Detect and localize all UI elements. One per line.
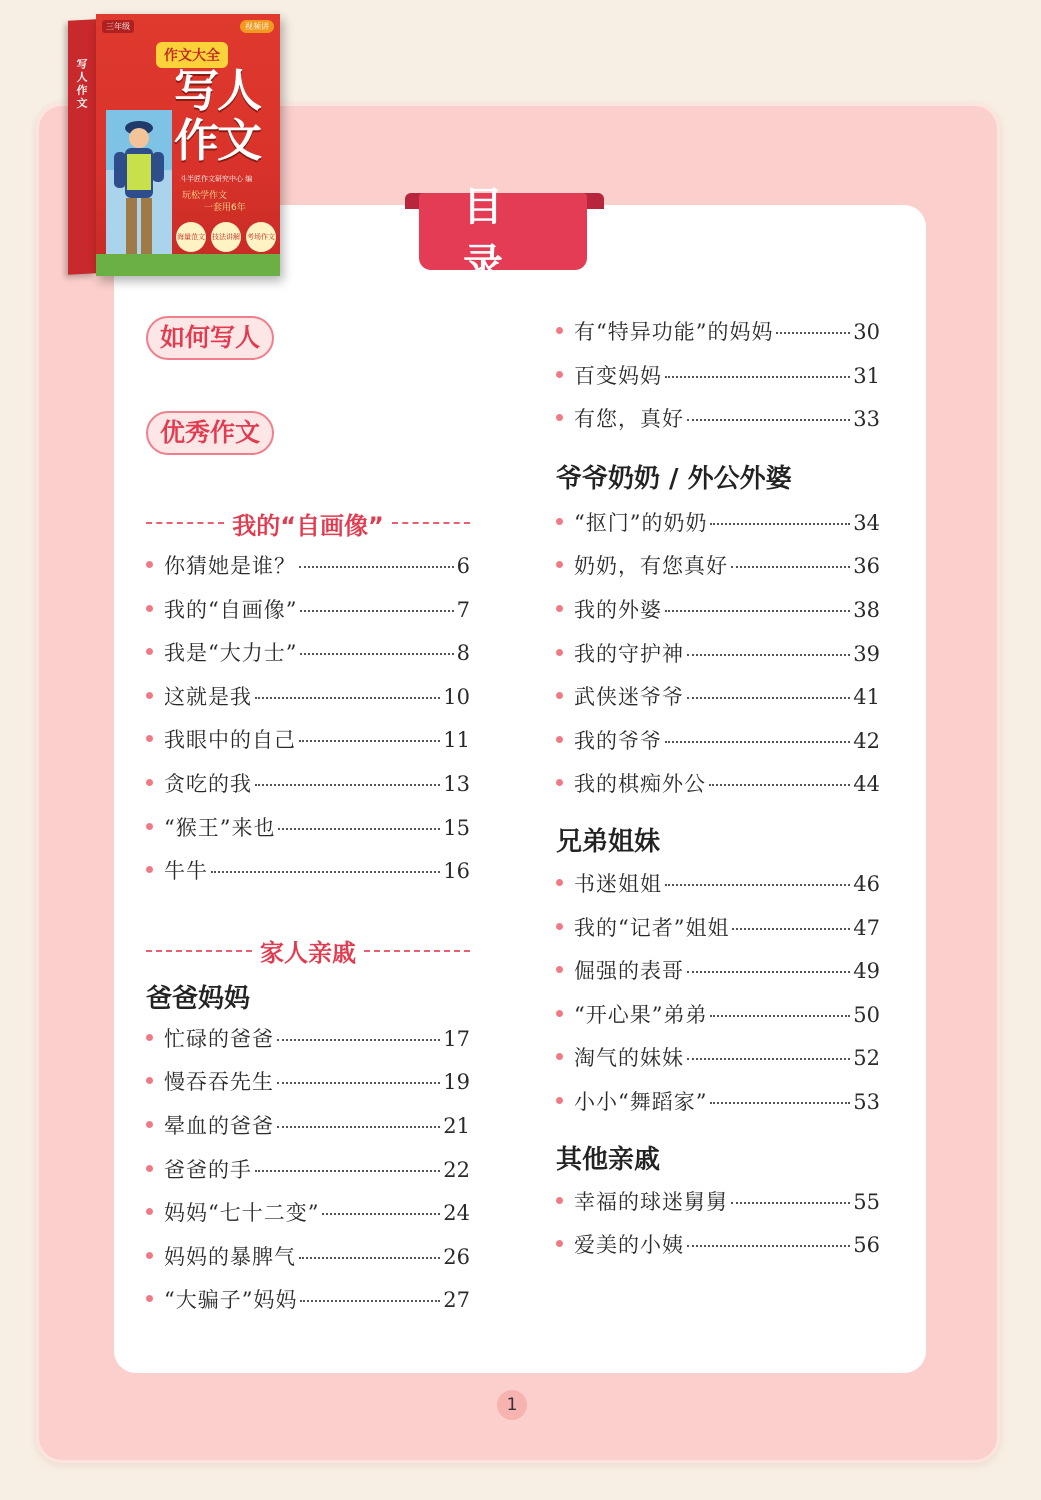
entry-page: 8	[456, 641, 470, 666]
parents-entries-continued	[556, 316, 880, 447]
bullet-dot	[556, 1097, 563, 1104]
bullet-dot	[556, 649, 563, 656]
entry-page: 41	[853, 685, 880, 710]
cover-slogan-line-1: 玩松学作文	[182, 191, 228, 201]
toc-entry[interactable]	[146, 1110, 470, 1154]
entry-page: 19	[443, 1070, 470, 1095]
leader-dots	[665, 884, 850, 886]
toc-entry[interactable]	[556, 638, 880, 682]
entry-title: 妈妈的暴脾气	[164, 1244, 296, 1269]
entry-title: “开心果”弟弟	[574, 1002, 708, 1027]
toc-left-column	[146, 316, 470, 1328]
entry-title: 幸福的球迷舅舅	[574, 1189, 728, 1214]
entry-title: 我是“大力士”	[164, 641, 298, 666]
cover-feature-chips	[176, 222, 276, 252]
entry-title: 我的“记者”姐姐	[574, 915, 730, 940]
leader-dots	[665, 610, 850, 612]
section-dash	[364, 950, 470, 952]
bullet-dot	[556, 1053, 563, 1060]
cover-slogan	[182, 190, 246, 214]
police-officer-illustration	[106, 110, 172, 270]
leader-dots	[300, 1300, 440, 1302]
toc-entry[interactable]	[556, 1186, 880, 1230]
entry-title: 贪吃的我	[164, 771, 252, 796]
bullet-dot	[146, 1034, 153, 1041]
leader-dots	[299, 1257, 440, 1259]
cover-chip: 海量范文	[176, 222, 206, 252]
leader-dots	[255, 697, 440, 699]
toc-entry[interactable]	[556, 868, 880, 912]
leader-dots	[255, 784, 440, 786]
entry-page: 10	[443, 684, 470, 709]
leader-dots	[731, 566, 850, 568]
entry-title: 这就是我	[164, 684, 252, 709]
toc-entry[interactable]	[146, 724, 470, 768]
leader-dots	[710, 1015, 850, 1017]
bullet-dot	[556, 414, 563, 421]
toc-entry[interactable]	[556, 360, 880, 404]
bullet-dot	[556, 327, 563, 334]
bullet-dot	[146, 866, 153, 873]
entry-page: 36	[853, 554, 880, 579]
leader-dots	[710, 523, 850, 525]
section-dash	[146, 522, 224, 524]
toc-entry[interactable]	[556, 912, 880, 956]
entry-title: 武侠迷爷爷	[574, 685, 684, 710]
bullet-dot	[556, 692, 563, 699]
bullet-dot	[146, 1295, 153, 1302]
bullet-dot	[556, 923, 563, 930]
toc-entry[interactable]	[556, 316, 880, 360]
leader-dots	[687, 697, 850, 699]
bullet-dot	[146, 1208, 153, 1215]
toc-entry[interactable]	[556, 1042, 880, 1086]
toc-entry[interactable]	[146, 637, 470, 681]
toc-entry[interactable]	[556, 681, 880, 725]
entry-title: 你猜她是谁？	[164, 554, 296, 578]
section-title: 家人亲戚	[260, 939, 356, 968]
toc-entry[interactable]	[146, 855, 470, 899]
cover-title: 写人作文	[174, 64, 261, 167]
toc-entry[interactable]	[556, 1229, 880, 1273]
entry-title: “抠门”的奶奶	[574, 510, 708, 535]
leader-dots	[299, 566, 454, 568]
entry-page: 30	[853, 320, 880, 344]
parents-entries	[146, 1023, 470, 1328]
book-cover	[68, 14, 280, 276]
cover-grass	[96, 254, 280, 276]
entry-title: 我的棋痴外公	[574, 772, 706, 797]
toc-entry[interactable]	[146, 550, 470, 594]
book-front	[96, 14, 280, 276]
entry-title: 忙碌的爸爸	[164, 1026, 274, 1051]
toc-entry[interactable]	[556, 1086, 880, 1130]
others-entries	[556, 1186, 880, 1273]
leader-dots	[732, 928, 850, 930]
leader-dots	[776, 332, 850, 334]
toc-entry[interactable]	[146, 1197, 470, 1241]
bullet-dot	[556, 1010, 563, 1017]
toc-pill-excellent-essays[interactable]: 优秀作文	[146, 411, 274, 455]
entry-title: 晕血的爸爸	[164, 1113, 274, 1138]
toc-entry[interactable]	[146, 1066, 470, 1110]
book-spine	[68, 19, 96, 274]
bullet-dot	[556, 879, 563, 886]
group-heading-siblings: 兄弟姐妹	[556, 826, 661, 857]
bullet-dot	[146, 648, 153, 655]
entry-title: 书迷姐姐	[574, 871, 662, 896]
toc-entry[interactable]	[556, 768, 880, 812]
entry-title: “大骗子”妈妈	[164, 1288, 298, 1313]
toc-entry[interactable]	[556, 403, 880, 447]
bullet-dot	[146, 605, 153, 612]
toc-entry[interactable]	[556, 594, 880, 638]
toc-entry[interactable]	[146, 1241, 470, 1285]
leader-dots	[709, 784, 850, 786]
entry-page: 47	[853, 915, 880, 940]
toc-pill-how-to-write[interactable]: 如何写人	[146, 316, 274, 360]
entry-title: 奶奶，有您真好	[574, 554, 728, 579]
entry-title: 我的守护神	[574, 641, 684, 666]
entry-page: 16	[443, 859, 470, 884]
group-heading-other-relatives: 其他亲戚	[556, 1144, 661, 1175]
leader-dots	[322, 1213, 440, 1215]
entry-page: 46	[853, 871, 880, 896]
bullet-dot	[556, 561, 563, 568]
bullet-dot	[146, 1165, 153, 1172]
entry-page: 11	[443, 728, 470, 753]
leader-dots	[277, 1126, 440, 1128]
bullet-dot	[146, 1252, 153, 1259]
bullet-dot	[556, 779, 563, 786]
toc-entry[interactable]	[556, 507, 880, 551]
bullet-dot	[146, 692, 153, 699]
leader-dots	[277, 1082, 440, 1084]
toc-entry[interactable]	[556, 550, 880, 594]
entry-page: 24	[443, 1201, 470, 1226]
entry-title: 爱美的小姨	[574, 1233, 684, 1258]
entry-title: 有“特异功能”的妈妈	[574, 320, 774, 344]
leader-dots	[731, 1202, 850, 1204]
leader-dots	[299, 740, 440, 742]
entry-page: 33	[853, 407, 880, 432]
entry-title: 倔强的表哥	[574, 959, 684, 984]
bullet-dot	[556, 371, 563, 378]
leader-dots	[665, 376, 850, 378]
entry-title: 我的“自画像”	[164, 597, 298, 622]
leader-dots	[277, 1039, 440, 1041]
entry-page: 6	[456, 554, 470, 578]
toc-entry[interactable]	[556, 999, 880, 1043]
title-ribbon	[419, 183, 587, 287]
toc-entry[interactable]	[146, 768, 470, 812]
bullet-dot	[146, 1121, 153, 1128]
bullet-dot	[146, 735, 153, 742]
toc-entry[interactable]	[146, 1284, 470, 1328]
book-spine-title: 写人作文	[76, 57, 88, 111]
entry-page: 27	[443, 1288, 470, 1313]
leader-dots	[300, 610, 453, 612]
cover-chip: 技法讲解	[211, 222, 241, 252]
entry-title: 慢吞吞先生	[164, 1070, 274, 1095]
bullet-dot	[146, 823, 153, 830]
toc-right-column	[556, 316, 880, 1273]
bullet-dot	[556, 518, 563, 525]
entry-title: 有您，真好	[574, 407, 684, 432]
entry-page: 42	[853, 728, 880, 753]
toc-entry[interactable]	[146, 594, 470, 638]
toc-entry[interactable]	[556, 725, 880, 769]
entry-page: 50	[853, 1002, 880, 1027]
entry-title: 妈妈“七十二变”	[164, 1201, 320, 1226]
leader-dots	[300, 653, 453, 655]
section-header-family	[146, 931, 470, 971]
leader-dots	[687, 654, 850, 656]
bullet-dot	[146, 779, 153, 786]
bullet-dot	[146, 1077, 153, 1084]
bullet-dot	[146, 561, 153, 568]
entry-title: 爸爸的手	[164, 1157, 252, 1182]
leader-dots	[255, 1170, 440, 1172]
leader-dots	[687, 971, 850, 973]
entry-title: 淘气的妹妹	[574, 1046, 684, 1071]
entry-page: 34	[853, 510, 880, 535]
entry-page: 22	[443, 1157, 470, 1182]
grandparents-entries	[556, 507, 880, 812]
entry-title: 牛牛	[164, 859, 208, 884]
toc-entry[interactable]	[146, 681, 470, 725]
entry-page: 31	[853, 363, 880, 388]
entry-page: 52	[853, 1046, 880, 1071]
siblings-entries	[556, 868, 880, 1130]
entry-page: 21	[443, 1113, 470, 1138]
toc-entry[interactable]	[556, 955, 880, 999]
entry-title: 小小“舞蹈家”	[574, 1089, 708, 1114]
leader-dots	[687, 1058, 850, 1060]
entry-page: 7	[456, 597, 470, 622]
group-heading-parents: 爸爸妈妈	[146, 983, 251, 1014]
cover-grade-badge: 三年级	[102, 20, 134, 33]
leader-dots	[710, 1102, 850, 1104]
cover-series-label: 作文大全	[156, 42, 228, 68]
entry-page: 38	[853, 597, 880, 622]
cover-video-logo: 视频讲	[240, 20, 274, 33]
self-entries	[146, 550, 470, 899]
toc-entry[interactable]	[146, 1023, 470, 1067]
leader-dots	[278, 828, 440, 830]
entry-page: 49	[853, 959, 880, 984]
group-heading-grandparents: 爷爷奶奶 / 外公外婆	[556, 463, 792, 494]
toc-entry[interactable]	[146, 812, 470, 856]
entry-title: “猴王”来也	[164, 815, 276, 840]
entry-page: 44	[853, 772, 880, 797]
bullet-dot	[556, 736, 563, 743]
entry-page: 55	[853, 1189, 880, 1214]
bullet-dot	[556, 1197, 563, 1204]
bullet-dot	[556, 605, 563, 612]
toc-entry[interactable]	[146, 1154, 470, 1198]
bullet-dot	[556, 1240, 563, 1247]
entry-title: 我眼中的自己	[164, 728, 296, 753]
section-dash	[392, 522, 470, 524]
entry-page: 56	[853, 1233, 880, 1258]
entry-page: 13	[443, 771, 470, 796]
entry-page: 17	[443, 1026, 470, 1051]
entry-page: 26	[443, 1244, 470, 1269]
leader-dots	[687, 419, 850, 421]
section-dash	[146, 950, 252, 952]
entry-title: 我的外婆	[574, 597, 662, 622]
cover-slogan-line-2: 一套用6年	[204, 203, 246, 213]
cover-chip: 考场作文	[246, 222, 276, 252]
section-title: 我的“自画像”	[232, 511, 384, 540]
entry-page: 15	[443, 815, 470, 840]
cover-editor: 斗半匠作文研究中心 编	[180, 175, 253, 183]
leader-dots	[687, 1245, 850, 1247]
entry-title: 我的爷爷	[574, 728, 662, 753]
entry-title: 百变妈妈	[574, 363, 662, 388]
section-header-self-portrait	[146, 503, 470, 543]
page-number: 1	[497, 1390, 527, 1420]
page-title: 目录	[463, 183, 547, 287]
entry-page: 39	[853, 641, 880, 666]
leader-dots	[211, 871, 440, 873]
bullet-dot	[556, 966, 563, 973]
entry-page: 53	[853, 1089, 880, 1114]
leader-dots	[665, 741, 850, 743]
